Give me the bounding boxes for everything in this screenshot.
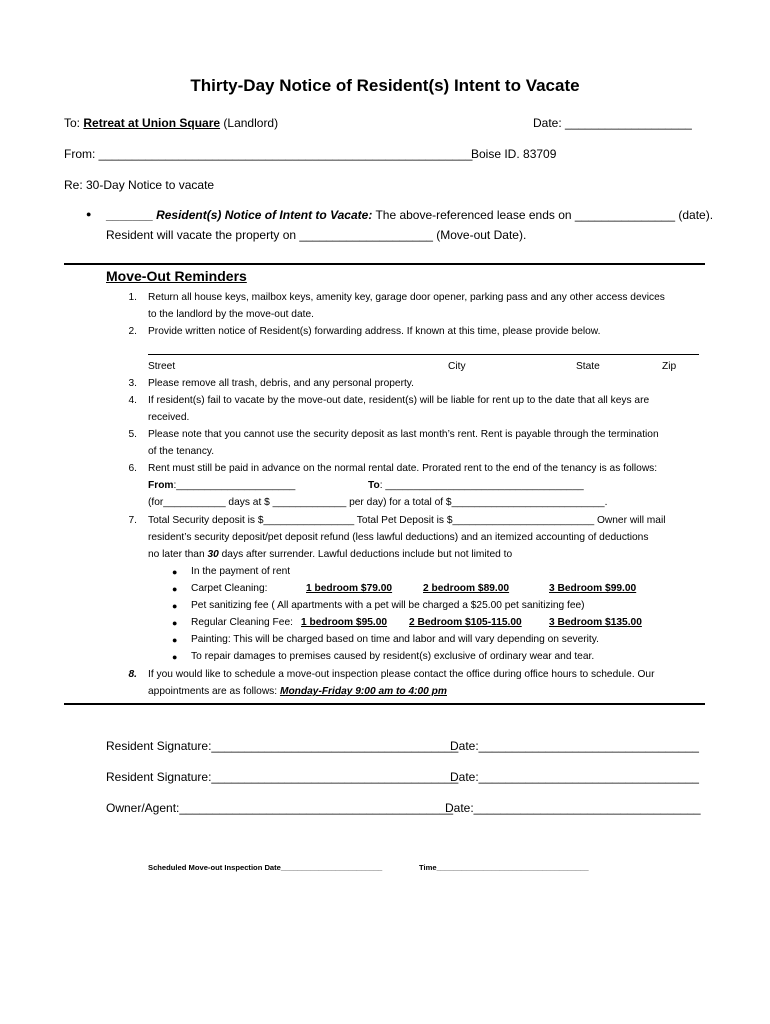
item7-line1[interactable]: Total Security deposit is $________________ Total Pet Deposit is $_________________________ Owner will mail	[148, 515, 666, 526]
item6-from-blank[interactable]: :_____________________	[173, 480, 296, 491]
notice-vacate-text: Resident will vacate the property on ____________________ (Move-out Date).	[106, 228, 527, 242]
item-number: 8.	[128, 669, 137, 680]
landlord-name: Retreat at Union Square	[83, 116, 221, 130]
address-state-label: State	[576, 361, 600, 372]
item-number: 6.	[128, 463, 137, 474]
notice-lease-text: The above-referenced lease ends on _______________ (date).	[375, 208, 714, 222]
item-number: 2.	[128, 326, 137, 337]
bullet-icon: ●	[172, 618, 178, 628]
item2-text: Provide written notice of Resident(s) forwarding address. If known at this time, please provide below.	[148, 326, 601, 337]
resident-signature-1[interactable]: Resident Signature:_____________________________________	[106, 739, 459, 753]
item-number: 7.	[128, 515, 137, 526]
item7-line3-a: no later than	[148, 549, 208, 560]
item8-line2-text: appointments are as follows:	[148, 686, 280, 697]
item-number: 1.	[128, 292, 137, 303]
bullet-icon: ●	[86, 209, 92, 219]
notice-intent-label: Resident(s) Notice of Intent to Vacate:	[156, 208, 373, 222]
bullet-carpet-label: Carpet Cleaning:	[191, 583, 268, 594]
bullet-regular-label: Regular Cleaning Fee:	[191, 617, 293, 628]
item4-line1: If resident(s) fail to vacate by the move-out date, resident(s) will be liable for rent up to the date that all keys are	[148, 395, 650, 406]
inspection-time-field[interactable]: Time____________________________________	[419, 863, 589, 872]
regular-2-bedroom: 2 Bedroom $105-115.00	[409, 617, 522, 628]
resident-date-1[interactable]: Date:_________________________________	[450, 739, 699, 753]
item3-text: Please remove all trash, debris, and any personal property.	[148, 378, 414, 389]
bullet-pet: Pet sanitizing fee ( All apartments with a pet will be charged a $25.00 pet sanitizing fee)	[191, 600, 585, 611]
owner-date[interactable]: Date:__________________________________	[445, 801, 701, 815]
bullet-icon: ●	[172, 584, 178, 594]
item-number: 5.	[128, 429, 137, 440]
date-field[interactable]: Date: ___________________	[533, 116, 692, 130]
item7-line2: resident’s security deposit/pet deposit refund (less lawful deductions) and an itemized accounting of deductions	[148, 532, 649, 543]
divider-bottom	[64, 703, 705, 705]
landlord-suffix: (Landlord)	[223, 116, 279, 130]
item6-line1: Rent must still be paid in advance on the normal rental date. Prorated rent to the end of the tenancy is as follows:	[148, 463, 658, 474]
to-line	[64, 116, 278, 130]
item5-line1: Please note that you cannot use the security deposit as last month’s rent. Rent is payable through the termination	[148, 429, 659, 440]
item6-line3[interactable]: (for___________ days at $ _____________ per day) for a total of $___________________________.	[148, 497, 608, 508]
resident-date-2[interactable]: Date:_________________________________	[450, 770, 699, 784]
item-number: 3.	[128, 378, 137, 389]
regular-1-bedroom: 1 bedroom $95.00	[301, 617, 388, 628]
address-zip-label: Zip	[662, 361, 677, 372]
address-line[interactable]	[148, 354, 699, 355]
item7-line3-b: days after surrender. Lawful deductions include but not limited to	[218, 549, 513, 560]
resident-signature-2[interactable]: Resident Signature:_____________________________________	[106, 770, 459, 784]
re-line: Re: 30-Day Notice to vacate	[64, 178, 215, 192]
from-field[interactable]: From: ________________________________________________________	[64, 147, 473, 161]
item4-line2: received.	[148, 412, 190, 423]
address-street-label: Street	[148, 361, 176, 372]
item1-line2: to the landlord by the move-out date.	[148, 309, 314, 320]
item8-line1: If you would like to schedule a move-out inspection please contact the office during office hours to schedule. Our	[148, 669, 655, 680]
bullet-icon: ●	[172, 601, 178, 611]
bullet-icon: ●	[172, 567, 178, 577]
item8-hours: Monday-Friday 9:00 am to 4:00 pm	[279, 686, 447, 697]
item6-from-line[interactable]	[148, 480, 295, 491]
item1-line1: Return all house keys, mailbox keys, amenity key, garage door opener, parking pass and any other access devices	[148, 292, 665, 303]
page-title: Thirty-Day Notice of Resident(s) Intent to Vacate	[190, 76, 580, 95]
item6-to-line[interactable]	[368, 480, 584, 491]
notice-line	[106, 208, 713, 222]
item7-days: 30	[207, 549, 219, 560]
to-label: To:	[64, 116, 81, 130]
bullet-icon: ●	[172, 652, 178, 662]
inspection-date-field[interactable]: Scheduled Move-out Inspection Date________________________	[148, 863, 383, 872]
bullet-painting: Painting: This will be charged based on time and labor and will vary depending on severity.	[191, 634, 599, 645]
carpet-3-bedroom: 3 Bedroom $99.00	[549, 583, 637, 594]
item6-to-label: To	[368, 480, 380, 491]
from-city: Boise ID. 83709	[471, 147, 557, 161]
item7-line3	[148, 549, 512, 560]
item5-line2: of the tenancy.	[148, 446, 215, 457]
notice-blank[interactable]: _______	[106, 208, 153, 222]
bullet-icon: ●	[172, 635, 178, 645]
regular-3-bedroom: 3 Bedroom $135.00	[549, 617, 642, 628]
item-number: 4.	[128, 395, 137, 406]
bullet-rent: In the payment of rent	[191, 566, 291, 577]
reminders-heading: Move-Out Reminders	[106, 268, 247, 284]
item6-to-blank[interactable]: : ___________________________________	[379, 480, 584, 491]
item6-from-label: From	[148, 480, 174, 491]
carpet-1-bedroom: 1 bedroom $79.00	[306, 583, 393, 594]
owner-agent-signature[interactable]: Owner/Agent:_________________________________________	[106, 801, 453, 815]
carpet-2-bedroom: 2 bedroom $89.00	[423, 583, 510, 594]
divider-top	[64, 263, 705, 265]
item8-line2	[148, 686, 447, 697]
bullet-damages: To repair damages to premises caused by resident(s) exclusive of ordinary wear and tear.	[191, 651, 595, 662]
address-city-label: City	[448, 361, 466, 372]
